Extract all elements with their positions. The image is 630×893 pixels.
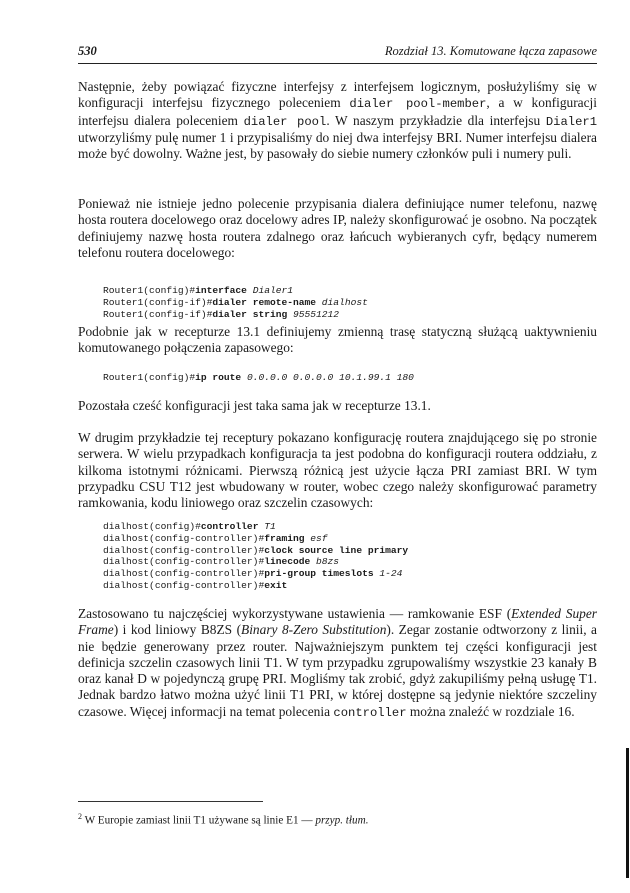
header-rule [78,63,597,64]
paragraph-esf-b8zs [78,606,597,721]
code-prompt: dialhost(config)# [103,521,201,532]
code-command: exit [264,579,288,591]
code-block-dialer [103,285,368,320]
code-argument: T1 [258,521,276,532]
inline-code: controller [333,705,407,720]
code-argument: 0.0.0.0 0.0.0.0 10.1.99.1 180 [241,372,414,383]
emphasis: Extended Super Frame [78,606,598,638]
code-prompt: dialhost(config-controller)# [103,544,265,556]
paragraph-dialer-pool [78,79,597,162]
inline-code: dialer pool-member [349,97,487,112]
code-prompt: dialhost(config-controller)# [103,556,265,568]
code-command: dialer string [212,308,288,320]
footnote-mark: 2 [78,812,82,821]
inline-code: dialer pool [243,114,327,129]
code-line [103,556,339,567]
code-block-ip-route [103,372,414,384]
code-command: controller [200,521,259,532]
code-line [103,568,402,579]
code-command: pri-group timeslots [264,568,374,580]
code-argument: b8zs [310,556,340,568]
text-run: można znaleźć w rozdziale 16. [406,703,575,719]
code-line [103,285,293,296]
code-prompt: Router1(config)# [103,285,196,296]
page-edge-bar [626,748,629,878]
code-argument: Dialer1 [246,285,294,296]
code-line [103,309,339,320]
text-run: utworzyliśmy pulę numer 1 i przypisaliśmy do niej dwa interfejsy BRI. Numer interfejsu dialera może być dowolny. Ważne jest, by pasowały do siebie numery członków puli i numery puli. [78,129,597,162]
emphasis: Binary 8-Zero Substitution [241,622,387,638]
code-command: interface [195,285,247,296]
code-prompt: dialhost(config-controller)# [103,568,265,580]
code-line [103,580,287,591]
footnote-text: W Europie zamiast linii T1 używane są linie E1 — [82,814,316,827]
code-line [103,545,408,556]
code-command: ip route [195,372,242,383]
code-argument: esf [304,532,328,544]
code-line [103,521,276,532]
inline-code: Dialer1 [545,114,598,129]
code-command: dialer remote-name [212,296,317,308]
paragraph-static-route: Podobnie jak w recepturze 13.1 definiujemy zmienną trasę statyczną służącą uaktywnieniu komutowanego połączenia zapasowego: [78,324,597,356]
code-line [103,297,368,308]
code-command: framing [264,532,305,544]
code-prompt: Router1(config-if)# [103,308,213,320]
text-run: , a w konfiguracji interfejsu dialera poleceniem [78,95,597,128]
code-command: clock source line primary [264,544,409,556]
code-line [103,533,328,544]
text-run: Zastosowano tu najczęściej wykorzystywane ustawienia — ramkowanie ESF ( [78,606,512,621]
chapter-title: Rozdział 13. Komutowane łącza zapasowe [384,44,597,58]
code-prompt: dialhost(config-controller)# [103,579,265,591]
text-run: ). Zegar zostanie odtworzony z linii, a nie będzie generowany przez router. Najważniejszym punktem tej części konfiguracji jest definicja szczelin czasowych linii T1. W tym przypadku zgrupowaliśmy wszystkie 23 kanały B oraz kanał D w pojedynczą grupę PRI. Mogliśmy tak zrobić, gdyż zakupiliśmy pełną usługę T1. Jednak bardzo łatwo można użyć linii T1 PRI, w której dostępne są jedynie niektóre szczeliny czasowe. Więcej informacji na temat polecenia [78,622,597,719]
running-header [78,44,597,62]
text-run: . W naszym przykładzie dla interfejsu [326,112,546,128]
code-prompt: Router1(config-if)# [103,296,213,308]
footnote-rule [78,801,263,802]
text-run: ) i kod liniowy B8ZS ( [113,622,242,638]
code-argument: 95551212 [287,308,340,320]
paragraph-remote-name: Ponieważ nie istnieje jedno polecenie przypisania dialera definiujące numer telefonu, nazwę hosta routera docelowego oraz docelowy adres IP, należy skonfigurować je osobno. Na początek definiujemy nazwę hosta routera zdalnego oraz łańcuch wybieranych cyfr, będący numerem telefonu routera docelowego: [78,196,597,260]
page-number: 530 [78,44,97,58]
text-run: Następnie, żeby powiązać fizyczne interfejsy z interfejsem logicznym, posłużyliśmy się w konfiguracji interfejsu fizycznego poleceniem [78,79,597,111]
code-command: linecode [264,556,311,568]
code-prompt: dialhost(config-controller)# [103,532,265,544]
code-argument: 1-24 [373,568,403,580]
paragraph-rest-config: Pozostała cześć konfiguracji jest taka sama jak w recepturze 13.1. [78,398,431,413]
code-prompt: Router1(config)# [103,372,196,383]
code-argument: dialhost [316,296,368,308]
footnote-emphasis: przyp. tłum. [315,814,369,827]
code-block-controller [103,521,408,592]
paragraph-server-router: W drugim przykładzie tej receptury pokazano konfigurację routera znajdującego się po stronie serwera. W wielu przypadkach konfiguracja ta jest podobna do konfiguracji routera oddziału, z kilkoma istotnymi różnicami. Pierwszą różnicą jest użycie łącza PRI zamiast BRI. W tym przypadku CSU T12 jest wbudowany w router, wobec czego należy skonfigurować parametry ramkowania, kodu liniowego oraz szczelin czasowych: [78,430,597,511]
code-line [103,372,414,383]
footnote [78,812,368,827]
